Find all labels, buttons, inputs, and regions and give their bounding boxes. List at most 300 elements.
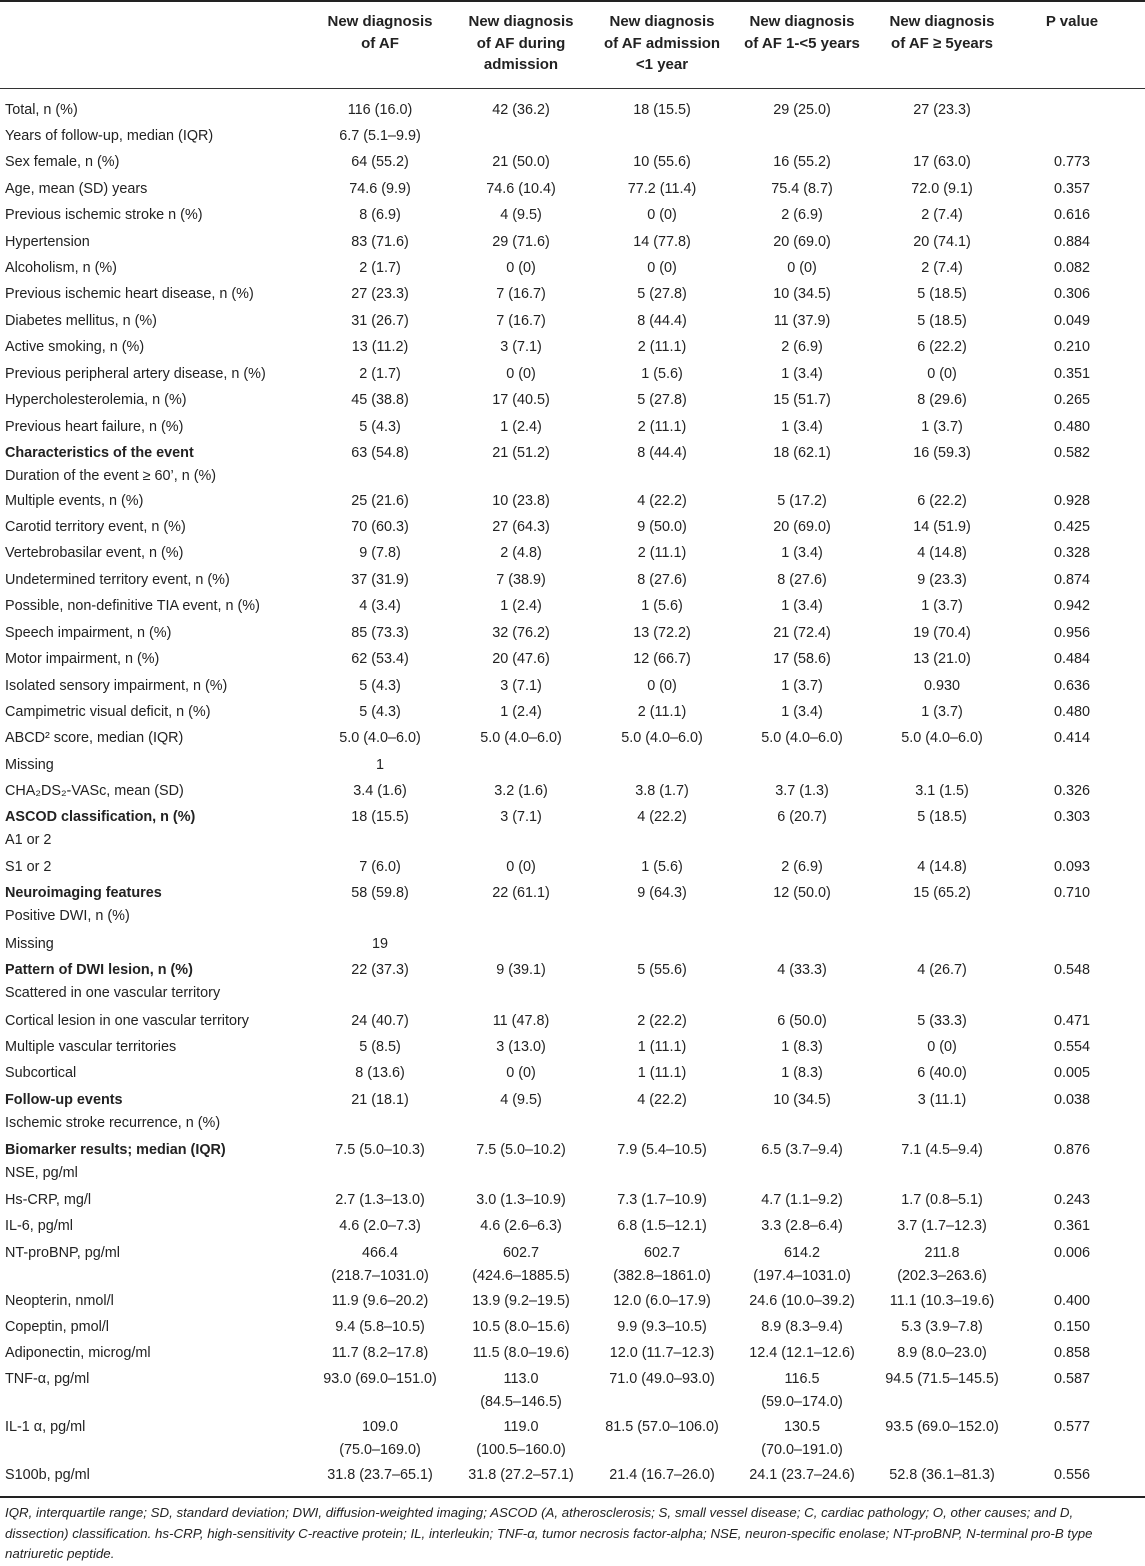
row-label: NT-proBNP, pg/ml [5,1245,120,1261]
value-cell: 22 (37.3) [351,962,409,978]
row-sublabel: NSE, pg/ml [5,1165,78,1181]
value-cell: 1 (11.1) [637,1065,687,1081]
row-sublabel: Scattered in one vascular territory [5,985,221,1001]
value-cell: 3.2 (1.6) [494,783,548,799]
value-cell: 1 (3.4) [781,419,823,435]
value-cell: 7.3 (1.7–10.9) [617,1192,707,1208]
value-cell: 7.1 (4.5–9.4) [901,1142,983,1158]
row-label: Previous peripheral artery disease, n (%) [5,366,266,382]
value-cell: 4 (3.4) [359,598,401,614]
value-cell: 8 (44.4) [637,313,687,329]
value-cell: 4 (14.8) [917,859,967,875]
value-cell: 3 (7.1) [500,809,542,825]
value-cell: 2 (11.1) [637,545,687,561]
value-cell: 3 (7.1) [500,678,542,694]
value-cell: 12.0 (6.0–17.9) [613,1293,711,1309]
value-cell: 13 (11.2) [351,339,409,355]
p-value-cell: 0.710 [1053,885,1090,901]
value-cell: 52.8 (36.1–81.3) [889,1467,995,1483]
value-cell: 27 (64.3) [492,519,550,535]
value-cell: 7.5 (5.0–10.3) [335,1142,425,1158]
p-value-cell: 0.876 [1053,1142,1090,1158]
row-label: Hypertension [5,234,90,250]
p-value-cell: 0.351 [1053,366,1090,382]
value-cell: 74.6 (9.9) [349,181,411,197]
value-cell: 4 (26.7) [917,962,967,978]
value-cell: 4 (33.3) [777,962,827,978]
value-cell: 2 (1.7) [359,260,401,276]
value-cell: 25 (21.6) [351,493,409,509]
value-cell: 3 (13.0) [496,1039,546,1055]
value-cell: 0 (0) [647,678,677,694]
value-cell: 7 (38.9) [496,572,546,588]
value-cell: 9 (50.0) [637,519,687,535]
value-cell: 0 (0) [506,1065,536,1081]
value-cell: 83 (71.6) [351,234,409,250]
value-cell: 18 (15.5) [633,102,691,118]
value-cell: 7 (16.7) [496,313,546,329]
value-cell: 10 (23.8) [492,493,550,509]
value-cell: 2 (11.1) [637,339,687,355]
value-cell: 466.4 (218.7–1031.0) [331,1245,429,1284]
value-cell: 602.7 (382.8–1861.0) [613,1245,711,1284]
value-cell: 15 (65.2) [913,885,971,901]
value-cell: 37 (31.9) [351,572,409,588]
row-label: IL-1 α, pg/ml [5,1419,86,1435]
value-cell: 20 (47.6) [492,651,550,667]
value-cell: 4.7 (1.1–9.2) [761,1192,843,1208]
row-label: Years of follow-up, median (IQR) [5,128,214,144]
value-cell: 1 (2.4) [500,704,542,720]
value-cell: 8.9 (8.0–23.0) [897,1345,987,1361]
section-heading: Characteristics of the event [5,445,194,461]
header-admission-lt-1-year: New diagnosis of AF admission <1 year [603,13,721,73]
value-cell: 1 (3.7) [781,678,823,694]
value-cell: 109.0 (75.0–169.0) [339,1419,421,1458]
value-cell: 5 (17.2) [777,493,827,509]
p-value-cell: 0.425 [1053,519,1090,535]
value-cell: 14 (51.9) [913,519,971,535]
value-cell: 4 (22.2) [637,809,687,825]
row-label: CHA₂DS₂-VASc, mean (SD) [5,783,184,799]
value-cell: 5.0 (4.0–6.0) [339,730,421,746]
row-sublabel: A1 or 2 [5,832,52,848]
row-label: S100b, pg/ml [5,1467,90,1483]
value-cell: 13 (72.2) [633,625,691,641]
value-cell: 29 (25.0) [773,102,831,118]
value-cell: 94.5 (71.5–145.5) [885,1371,999,1387]
value-cell: 74.6 (10.4) [486,181,556,197]
value-cell: 2 (1.7) [359,366,401,382]
value-cell: 18 (15.5) [351,809,409,825]
value-cell: 16 (59.3) [913,445,971,461]
value-cell: 21.4 (16.7–26.0) [609,1467,715,1483]
value-cell: 21 (51.2) [492,445,550,461]
value-cell: 62 (53.4) [351,651,409,667]
value-cell: 1 (5.6) [641,598,683,614]
value-cell: 5.0 (4.0–6.0) [901,730,983,746]
value-cell: 8.9 (8.3–9.4) [761,1319,843,1335]
row-label: Adiponectin, microg/ml [5,1345,151,1361]
value-cell: 4.6 (2.0–7.3) [339,1218,421,1234]
section-heading: Biomarker results; median (IQR) [5,1142,226,1158]
value-cell: 1 (3.7) [921,704,963,720]
value-cell: 3.7 (1.3) [775,783,829,799]
row-label: Possible, non-definitive TIA event, n (%) [5,598,260,614]
value-cell: 5.0 (4.0–6.0) [480,730,562,746]
value-cell: 31.8 (23.7–65.1) [327,1467,433,1483]
value-cell: 1 (3.7) [921,419,963,435]
value-cell: 29 (71.6) [492,234,550,250]
value-cell: 7 (6.0) [359,859,401,875]
p-value-cell: 0.361 [1053,1218,1090,1234]
p-value-cell: 0.306 [1053,286,1090,302]
value-cell: 11.9 (9.6–20.2) [331,1293,429,1309]
value-cell: 93.5 (69.0–152.0) [885,1419,999,1435]
header-1-to-5-years: New diagnosis of AF 1-<5 years [744,13,860,52]
value-cell: 0 (0) [647,260,677,276]
row-label: Neopterin, nmol/l [5,1293,114,1309]
row-label: Hs-CRP, mg/l [5,1192,92,1208]
value-cell: 21 (18.1) [351,1092,409,1108]
row-label: Alcoholism, n (%) [5,260,117,276]
value-cell: 5 (27.8) [637,392,687,408]
value-cell: 58 (59.8) [351,885,409,901]
value-cell: 11.1 (10.3–19.6) [889,1293,995,1309]
value-cell: 1 (2.4) [500,419,542,435]
value-cell: 63 (54.8) [351,445,409,461]
value-cell: 77.2 (11.4) [627,181,697,197]
value-cell: 2 (4.8) [500,545,542,561]
value-cell: 614.2 (197.4–1031.0) [753,1245,851,1284]
value-cell: 24.1 (23.7–24.6) [749,1467,855,1483]
value-cell: 5 (8.5) [359,1039,401,1055]
p-value-cell: 0.357 [1053,181,1090,197]
value-cell: 22 (61.1) [492,885,550,901]
value-cell: 11.5 (8.0–19.6) [472,1345,570,1361]
row-label: Total, n (%) [5,102,78,118]
row-sublabel: Ischemic stroke recurrence, n (%) [5,1115,221,1131]
value-cell: 2 (11.1) [637,704,687,720]
value-cell: 31.8 (27.2–57.1) [468,1467,574,1483]
row-label: Multiple events, n (%) [5,493,144,509]
value-cell: 116 (16.0) [347,102,413,118]
value-cell: 1 (3.4) [781,545,823,561]
row-label: Vertebrobasilar event, n (%) [5,545,184,561]
value-cell: 6.8 (1.5–12.1) [617,1218,707,1234]
value-cell: 5 (4.3) [359,678,401,694]
p-value-cell: 0.093 [1053,859,1090,875]
row-sublabel: Duration of the event ≥ 60’, n (%) [5,468,217,484]
value-cell: 7 (16.7) [496,286,546,302]
value-cell: 12.4 (12.1–12.6) [749,1345,855,1361]
value-cell: 1 (3.4) [781,704,823,720]
value-cell: 2 (11.1) [637,419,687,435]
value-cell: 17 (63.0) [913,154,971,170]
value-cell: 14 (77.8) [633,234,691,250]
value-cell: 16 (55.2) [773,154,831,170]
value-cell: 119.0 (100.5–160.0) [476,1419,566,1458]
value-cell: 27 (23.3) [351,286,409,302]
p-value-cell: 0.326 [1053,783,1090,799]
row-sublabel: Positive DWI, n (%) [5,908,130,924]
p-value-cell: 0.956 [1053,625,1090,641]
value-cell: 5 (55.6) [637,962,687,978]
value-cell: 5 (18.5) [917,286,967,302]
value-cell: 24 (40.7) [351,1013,409,1029]
value-cell: 5 (27.8) [637,286,687,302]
value-cell: 6 (22.2) [917,339,967,355]
p-value-cell: 0.587 [1053,1371,1090,1387]
section-heading: Follow-up events [5,1092,123,1108]
value-cell: 13.9 (9.2–19.5) [472,1293,570,1309]
row-label: Speech impairment, n (%) [5,625,172,641]
header-new-diagnosis-af: New diagnosis of AF [327,13,433,52]
value-cell: 1 (3.4) [781,598,823,614]
value-cell: 1.7 (0.8–5.1) [901,1192,983,1208]
p-value-cell: 0.884 [1053,234,1090,250]
value-cell: 1 (5.6) [641,366,683,382]
p-value-cell: 0.038 [1053,1092,1090,1108]
value-cell: 1 [375,757,384,773]
value-cell: 3.8 (1.7) [635,783,689,799]
value-cell: 4 (22.2) [637,493,687,509]
value-cell: 3 (7.1) [500,339,542,355]
p-value-cell: 0.484 [1053,651,1090,667]
row-label: Previous heart failure, n (%) [5,419,184,435]
value-cell: 10 (34.5) [773,1092,831,1108]
value-cell: 6 (40.0) [917,1065,967,1081]
value-cell: 5.0 (4.0–6.0) [761,730,843,746]
value-cell: 2 (6.9) [781,339,823,355]
value-cell: 3 (11.1) [917,1092,967,1108]
p-value-cell: 0.577 [1053,1419,1090,1435]
value-cell: 0 (0) [787,260,817,276]
value-cell: 3.3 (2.8–6.4) [761,1218,843,1234]
value-cell: 0 (0) [927,1039,957,1055]
row-label: Multiple vascular territories [5,1039,177,1055]
value-cell: 64 (55.2) [351,154,409,170]
value-cell: 1 (2.4) [500,598,542,614]
value-cell: 6 (20.7) [777,809,827,825]
value-cell: 7.9 (5.4–10.5) [617,1142,707,1158]
value-cell: 1 (5.6) [641,859,683,875]
value-cell: 5 (18.5) [917,313,967,329]
value-cell: 12 (50.0) [773,885,831,901]
p-value-cell: 0.150 [1053,1319,1090,1335]
value-cell: 4 (22.2) [637,1092,687,1108]
value-cell: 9 (64.3) [637,885,687,901]
value-cell: 17 (40.5) [492,392,550,408]
value-cell: 5.3 (3.9–7.8) [901,1319,983,1335]
value-cell: 12 (66.7) [633,651,691,667]
value-cell: 18 (62.1) [773,445,831,461]
value-cell: 15 (51.7) [773,392,831,408]
value-cell: 9 (7.8) [359,545,401,561]
value-cell: 11.7 (8.2–17.8) [331,1345,429,1361]
p-value-cell: 0.414 [1053,730,1090,746]
p-value-cell: 0.874 [1053,572,1090,588]
p-value-cell: 0.082 [1053,260,1090,276]
value-cell: 2 (7.4) [921,207,963,223]
p-value-cell: 0.928 [1053,493,1090,509]
p-value-cell: 0.210 [1053,339,1090,355]
value-cell: 11 (47.8) [492,1013,550,1029]
row-label: Undetermined territory event, n (%) [5,572,230,588]
value-cell: 72.0 (9.1) [911,181,973,197]
p-value-cell: 0.554 [1053,1039,1090,1055]
value-cell: 13 (21.0) [913,651,971,667]
value-cell: 9.4 (5.8–10.5) [335,1319,425,1335]
value-cell: 2 (7.4) [921,260,963,276]
value-cell: 1 (11.1) [637,1039,687,1055]
value-cell: 10.5 (8.0–15.6) [472,1319,570,1335]
p-value-cell: 0.636 [1053,678,1090,694]
value-cell: 93.0 (69.0–151.0) [323,1371,437,1387]
row-label: Campimetric visual deficit, n (%) [5,704,211,720]
value-cell: 3.0 (1.3–10.9) [476,1192,566,1208]
value-cell: 0 (0) [506,859,536,875]
bottom-rule [0,1496,1145,1498]
value-cell: 19 [371,936,388,952]
top-rule [0,0,1145,2]
p-value-cell: 0.005 [1053,1065,1090,1081]
row-label: S1 or 2 [5,859,52,875]
p-value-cell: 0.556 [1053,1467,1090,1483]
value-cell: 1 (8.3) [781,1065,823,1081]
value-cell: 8 (27.6) [777,572,827,588]
value-cell: 32 (76.2) [492,625,550,641]
row-label: Hypercholesterolemia, n (%) [5,392,187,408]
value-cell: 602.7 (424.6–1885.5) [472,1245,570,1284]
value-cell: 211.8 (202.3–263.6) [897,1245,987,1284]
value-cell: 9.9 (9.3–10.5) [617,1319,707,1335]
p-value-cell: 0.773 [1053,154,1090,170]
value-cell: 17 (58.6) [773,651,831,667]
row-label: Missing [5,936,54,952]
value-cell: 8 (13.6) [355,1065,405,1081]
value-cell: 1 (3.7) [921,598,963,614]
row-label: Diabetes mellitus, n (%) [5,313,157,329]
value-cell: 12.0 (11.7–12.3) [609,1345,715,1361]
header-rule [0,88,1145,89]
row-label: Previous ischemic heart disease, n (%) [5,286,254,302]
value-cell: 8 (6.9) [359,207,401,223]
value-cell: 6.7 (5.1–9.9) [339,128,421,144]
row-label: Carotid territory event, n (%) [5,519,186,535]
value-cell: 2 (6.9) [781,859,823,875]
value-cell: 5 (4.3) [359,704,401,720]
row-label: Sex female, n (%) [5,154,120,170]
p-value-cell: 0.243 [1053,1192,1090,1208]
value-cell: 5 (18.5) [917,809,967,825]
value-cell: 21 (50.0) [492,154,550,170]
value-cell: 85 (73.3) [351,625,409,641]
row-label: Cortical lesion in one vascular territory [5,1013,249,1029]
value-cell: 113.0 (84.5–146.5) [480,1371,562,1410]
p-value-cell: 0.400 [1053,1293,1090,1309]
value-cell: 4 (9.5) [500,1092,542,1108]
value-cell: 20 (69.0) [773,519,831,535]
section-heading: ASCOD classification, n (%) [5,809,196,825]
p-value-cell: 0.303 [1053,809,1090,825]
value-cell: 2 (22.2) [637,1013,687,1029]
section-heading: Neuroimaging features [5,885,162,901]
p-value-cell: 0.548 [1053,962,1090,978]
value-cell: 0 (0) [506,260,536,276]
p-value-cell: 0.006 [1053,1245,1090,1261]
value-cell: 45 (38.8) [351,392,409,408]
p-value-cell: 0.616 [1053,207,1090,223]
value-cell: 70 (60.3) [351,519,409,535]
row-label: Isolated sensory impairment, n (%) [5,678,228,694]
value-cell: 0 (0) [647,207,677,223]
value-cell: 24.6 (10.0–39.2) [749,1293,855,1309]
value-cell: 2 (6.9) [781,207,823,223]
row-label: IL-6, pg/ml [5,1218,73,1234]
value-cell: 8 (29.6) [917,392,967,408]
value-cell: 4 (9.5) [500,207,542,223]
p-value-cell: 0.265 [1053,392,1090,408]
value-cell: 19 (70.4) [913,625,971,641]
value-cell: 42 (36.2) [492,102,550,118]
value-cell: 9 (23.3) [917,572,967,588]
value-cell: 11 (37.9) [773,313,831,329]
p-value-cell: 0.471 [1053,1013,1090,1029]
value-cell: 5 (4.3) [359,419,401,435]
value-cell: 21 (72.4) [773,625,831,641]
p-value-cell: 0.942 [1053,598,1090,614]
value-cell: 130.5 (70.0–191.0) [761,1419,843,1458]
value-cell: 3.4 (1.6) [353,783,407,799]
p-value-cell: 0.328 [1053,545,1090,561]
value-cell: 71.0 (49.0–93.0) [609,1371,715,1387]
header-p-value: P value [1045,13,1099,30]
value-cell: 20 (74.1) [913,234,971,250]
value-cell: 8 (27.6) [637,572,687,588]
row-label: Previous ischemic stroke n (%) [5,207,203,223]
row-label: Motor impairment, n (%) [5,651,160,667]
value-cell: 3.7 (1.7–12.3) [897,1218,987,1234]
p-value-cell: 0.858 [1053,1345,1090,1361]
value-cell: 4.6 (2.6–6.3) [480,1218,562,1234]
value-cell: 9 (39.1) [496,962,546,978]
value-cell: 81.5 (57.0–106.0) [605,1419,719,1435]
row-label: ABCD² score, median (IQR) [5,730,184,746]
p-value-cell: 0.049 [1053,313,1090,329]
value-cell: 20 (69.0) [773,234,831,250]
value-cell: 8 (44.4) [637,445,687,461]
p-value-cell: 0.480 [1053,704,1090,720]
section-heading: Pattern of DWI lesion, n (%) [5,962,193,978]
value-cell: 6 (22.2) [917,493,967,509]
value-cell: 7.5 (5.0–10.2) [476,1142,566,1158]
value-cell: 31 (26.7) [351,313,409,329]
value-cell: 5 (33.3) [917,1013,967,1029]
row-label: Subcortical [5,1065,77,1081]
value-cell: 6 (50.0) [777,1013,827,1029]
value-cell: 1 (8.3) [781,1039,823,1055]
value-cell: 3.1 (1.5) [915,783,969,799]
value-cell: 27 (23.3) [913,102,971,118]
value-cell: 0 (0) [927,366,957,382]
header-ge-5-years: New diagnosis of AF ≥ 5years [889,13,995,52]
p-value-cell: 0.480 [1053,419,1090,435]
row-label: Copeptin, pmol/l [5,1319,109,1335]
value-cell: 75.4 (8.7) [771,181,833,197]
row-label: Active smoking, n (%) [5,339,145,355]
value-cell: 4 (14.8) [917,545,967,561]
